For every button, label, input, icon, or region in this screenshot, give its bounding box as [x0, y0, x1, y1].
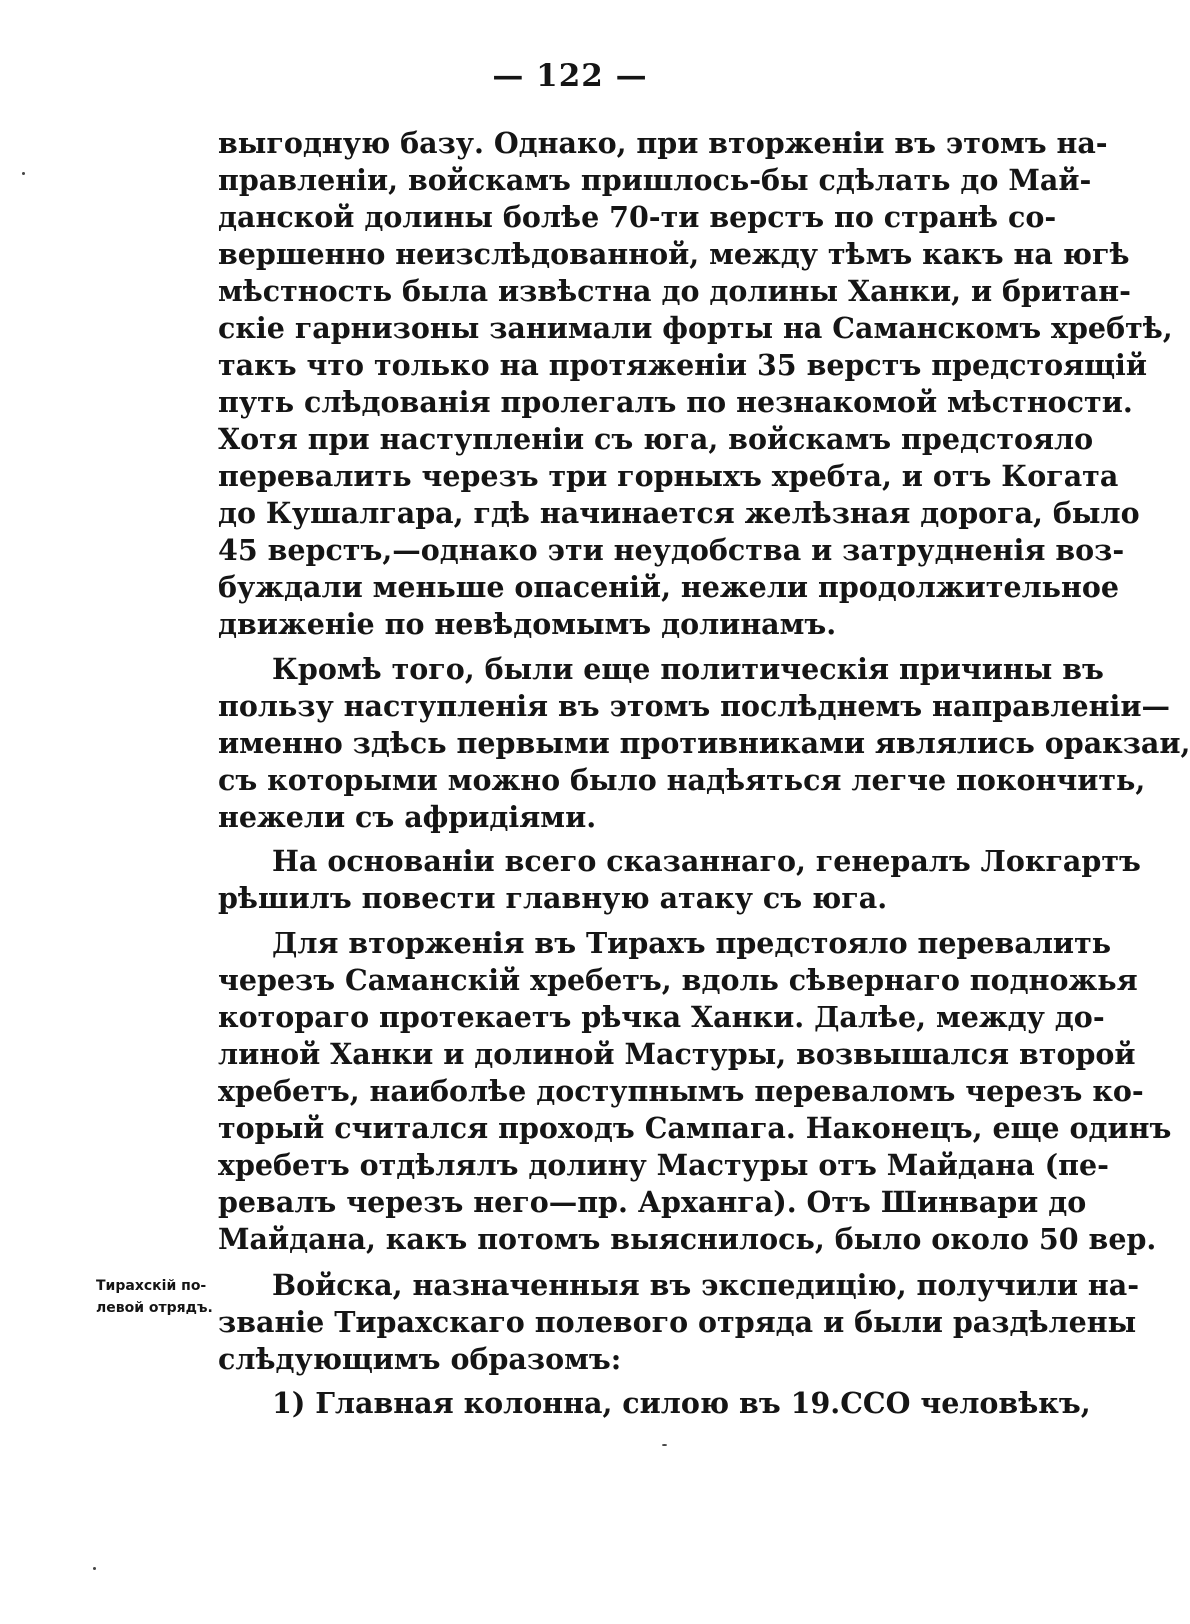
text-line: 1) Главная колонна, силою въ 19.ССО человѣкъ,	[272, 1386, 1091, 1420]
margin-note-line: левой отрядъ.	[96, 1300, 213, 1316]
text-line: ревалъ черезъ него—пр. Арханга). Отъ Шинвари до	[218, 1185, 1087, 1219]
text-line: Хотя при наступленіи съ юга, войскамъ предстояло	[218, 422, 1094, 456]
text-line: На основаніи всего сказаннаго, генералъ Локгартъ	[272, 844, 1141, 878]
text-line: линой Ханки и долиной Мастуры, возвышался второй	[218, 1037, 1136, 1071]
text-line: нежели съ афридіями.	[218, 800, 597, 834]
scan-speck	[662, 1444, 667, 1446]
text-line: мѣстность была извѣстна до долины Ханки, и британ-	[218, 274, 1131, 308]
text-line: движеніе по невѣдомымъ долинамъ.	[218, 607, 837, 641]
text-line: вершенно неизслѣдованной, между тѣмъ какъ на югѣ	[218, 237, 1130, 271]
text-line: котораго протекаетъ рѣчка Ханки. Далѣе, между до-	[218, 1000, 1105, 1034]
text-line: хребетъ отдѣлялъ долину Мастуры отъ Майдана (пе-	[218, 1148, 1109, 1182]
text-line: хребетъ, наиболѣе доступнымъ переваломъ черезъ ко-	[218, 1074, 1144, 1108]
text-line: слѣдующимъ образомъ:	[218, 1342, 622, 1376]
text-line: рѣшилъ повести главную атаку съ юга.	[218, 881, 888, 915]
text-line: пользу наступленія въ этомъ послѣднемъ направленіи—	[218, 689, 1170, 723]
text-line: Майдана, какъ потомъ выяснилось, было около 50 вер.	[218, 1222, 1157, 1256]
text-line: перевалить черезъ три горныхъ хребта, и отъ Когата	[218, 459, 1119, 493]
text-line: буждали меньше опасеній, нежели продолжительное	[218, 570, 1120, 604]
text-line: скіе гарнизоны занимали форты на Саманскомъ хребтѣ,	[218, 311, 1173, 345]
text-line: до Кушалгара, гдѣ начинается желѣзная дорога, было	[218, 496, 1140, 530]
text-line: званіе Тирахскаго полевого отряда и были раздѣлены	[218, 1305, 1137, 1339]
text-line: съ которыми можно было надѣяться легче покончить,	[218, 763, 1146, 797]
text-line: Для вторженія въ Тирахъ предстояло перевалить	[272, 926, 1112, 960]
page-number: — 122 —	[492, 58, 648, 94]
text-line: 45 верстъ,—однако эти неудобства и затрудненія воз-	[218, 533, 1125, 567]
text-line: данской долины болѣе 70-ти верстъ по странѣ со-	[218, 200, 1057, 234]
text-line: черезъ Саманскій хребетъ, вдоль сѣвернаго подножья	[218, 963, 1138, 997]
text-line: выгодную базу. Однако, при вторженіи въ этомъ на-	[218, 126, 1108, 160]
text-line: путь слѣдованія пролегалъ по незнакомой мѣстности.	[218, 385, 1133, 419]
scan-speck	[22, 172, 25, 175]
scan-speck	[93, 1567, 96, 1570]
text-line: торый считался проходъ Сампага. Наконецъ, еще одинъ	[218, 1111, 1172, 1145]
text-line: правленіи, войскамъ пришлось-бы сдѣлать до Май-	[218, 163, 1092, 197]
text-line: Войска, назначенныя въ экспедицію, получили на-	[272, 1268, 1140, 1302]
margin-note	[96, 1275, 226, 1319]
text-line: именно здѣсь первыми противниками являлись оракзаи,	[218, 726, 1190, 760]
text-line: Кромѣ того, были еще политическія причины въ	[272, 652, 1104, 686]
margin-note-line: Тирахскій по-	[96, 1278, 207, 1294]
text-line: такъ что только на протяженіи 35 верстъ предстоящій	[218, 348, 1148, 382]
